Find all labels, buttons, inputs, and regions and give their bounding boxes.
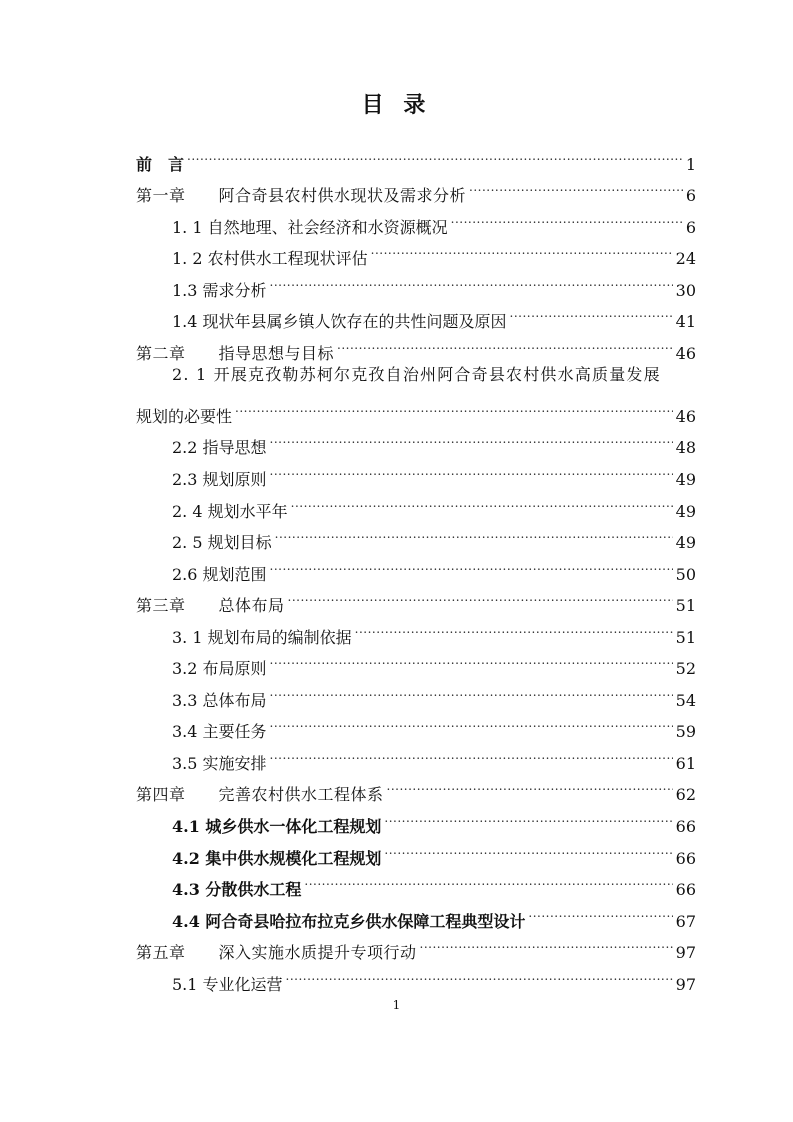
toc-label: 4.2 集中供水规模化工程规划: [172, 848, 382, 868]
toc-page: 49: [675, 501, 696, 521]
dot-leader: [387, 769, 673, 801]
toc-entry-preface[interactable]: [136, 138, 696, 174]
toc-label: 3.5 实施安排: [172, 753, 267, 773]
toc-page: 54: [675, 690, 696, 710]
toc-label: 前 言: [136, 154, 185, 174]
page-number-footer: 1: [392, 998, 401, 1012]
toc-page: 97: [675, 974, 696, 994]
dot-leader: [270, 737, 673, 769]
toc-label: 2.6 规划范围: [172, 564, 267, 584]
toc-label: 第二章 指导思想与目标: [136, 343, 335, 363]
dot-leader: [451, 201, 683, 233]
dot-leader: [270, 264, 673, 296]
toc-page: 41: [675, 312, 696, 332]
dot-leader: [528, 895, 672, 927]
toc-label: 3.2 布局原则: [172, 659, 267, 679]
toc-label: 1. 2 农村供水工程现状评估: [172, 249, 368, 269]
toc-page: 66: [675, 848, 696, 868]
toc-label: 2.3 规划原则: [172, 470, 267, 490]
dot-leader: [355, 611, 673, 643]
toc-label: 1.4 现状年县属乡镇人饮存在的共性问题及原因: [172, 312, 507, 332]
toc-label: 5.1 专业化运营: [172, 974, 283, 994]
dot-leader: [270, 548, 673, 580]
toc-label: 2. 5 规划目标: [172, 533, 272, 553]
toc-page: 52: [675, 659, 696, 679]
toc-entry-chapter-1[interactable]: [136, 170, 696, 206]
toc-page: 50: [675, 564, 696, 584]
dot-leader: [286, 958, 673, 990]
toc-page: 62: [675, 785, 696, 805]
dot-leader: [235, 390, 673, 422]
toc-page: 51: [675, 596, 696, 616]
toc-page: 6: [685, 186, 696, 206]
toc-page: 6: [685, 217, 696, 237]
dot-leader: [420, 927, 673, 959]
dot-leader: [288, 580, 673, 612]
toc-page: 61: [675, 753, 696, 773]
toc-page: 59: [675, 722, 696, 742]
toc-entry-2-1-line-1[interactable]: [136, 359, 696, 391]
toc-entry-2-1-line-2[interactable]: [136, 390, 696, 426]
dot-leader: [270, 453, 673, 485]
dot-leader: [304, 864, 672, 896]
toc-label: 1. 1 自然地理、社会经济和水资源概况: [172, 217, 448, 237]
dot-leader: [275, 517, 673, 549]
toc-label: 3.4 主要任务: [172, 722, 267, 742]
toc-page: 48: [675, 438, 696, 458]
toc-page: 97: [675, 943, 696, 963]
dot-leader: [291, 485, 673, 517]
dot-leader: [270, 422, 673, 454]
dot-leader: [270, 643, 673, 675]
toc-page: 46: [675, 406, 696, 426]
toc-label: 3.3 总体布局: [172, 690, 267, 710]
toc-page: 49: [675, 533, 696, 553]
toc-page: 51: [675, 627, 696, 647]
toc-page: 67: [675, 911, 696, 931]
toc-page: 49: [675, 470, 696, 490]
toc-label: 1.3 需求分析: [172, 280, 267, 300]
toc-label: 第三章 总体布局: [136, 596, 285, 616]
dot-leader: [510, 296, 673, 328]
toc-label: 2.2 指导思想: [172, 438, 267, 458]
toc-label: 4.3 分散供水工程: [172, 880, 302, 900]
toc-label: 3. 1 规划布局的编制依据: [172, 627, 352, 647]
toc-label: 2. 4 规划水平年: [172, 501, 288, 521]
toc-label: 第五章 深入实施水质提升专项行动: [136, 943, 417, 963]
page-title: 目 录: [361, 93, 432, 118]
toc-page: 24: [675, 249, 696, 269]
dot-leader: [270, 674, 673, 706]
toc-label: 4.4 阿合奇县哈拉布拉克乡供水保障工程典型设计: [172, 911, 526, 931]
dot-leader: [270, 706, 673, 738]
dot-leader: [187, 138, 683, 170]
dot-leader: [371, 233, 673, 265]
dot-leader: [337, 327, 673, 359]
toc-page: 66: [675, 880, 696, 900]
table-of-contents: [136, 138, 696, 994]
dot-leader: [384, 832, 672, 864]
toc-label: 规划的必要性: [136, 406, 233, 426]
dot-leader: [384, 800, 672, 832]
toc-label: 2. 1 开展克孜勒苏柯尔克孜自治州阿合奇县农村供水高质量发展: [172, 364, 661, 384]
toc-page: 30: [675, 280, 696, 300]
toc-label: 4.1 城乡供水一体化工程规划: [172, 817, 382, 837]
toc-page: 46: [675, 343, 696, 363]
toc-page: 1: [685, 154, 696, 174]
toc-label: 第四章 完善农村供水工程体系: [136, 785, 384, 805]
toc-label: 第一章 阿合奇县农村供水现状及需求分析: [136, 186, 467, 206]
dot-leader: [469, 170, 683, 202]
toc-page: 66: [675, 817, 696, 837]
